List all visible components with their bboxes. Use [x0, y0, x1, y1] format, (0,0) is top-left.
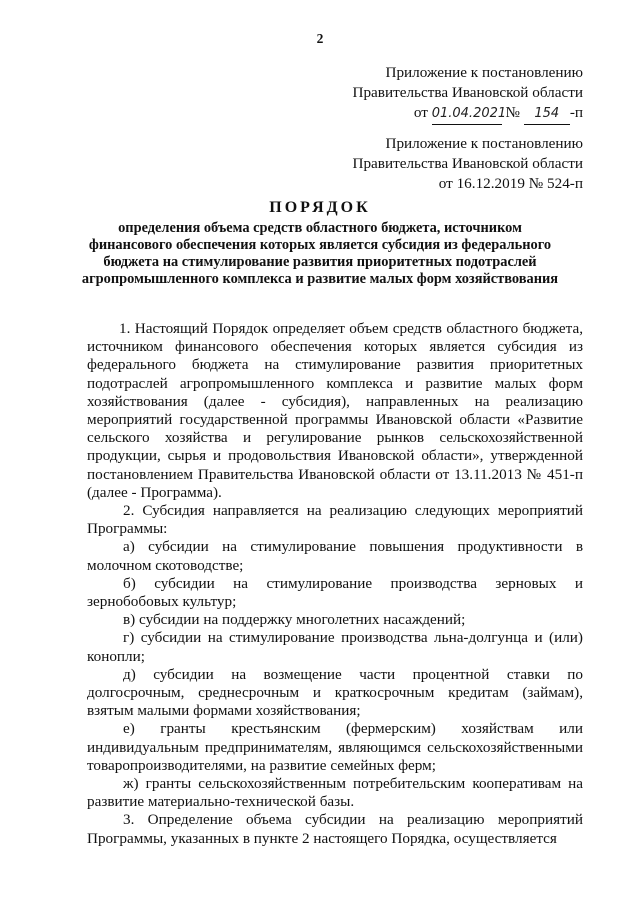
handwritten-date: 01.04.2021 — [432, 103, 502, 125]
attachment-date-line — [300, 103, 583, 125]
list-item-v: в) субсидии на поддержку многолетних насаждений; — [123, 611, 466, 629]
attachment-previous-header — [300, 134, 583, 194]
list-item-e: е) гранты крестьянским (фермерским) хозяйствам или индивидуальным предпринимателям, являющимся сельскохозяйственными товаропроизводителями, на развитие семейных ферм; — [87, 720, 583, 774]
list-item-d: д) субсидии на возмещение части процентной ставки по долгосрочным, среднесрочным и краткосрочным кредитам (займам), взятым малыми формами хозяйствования; — [87, 665, 583, 720]
attachment-prev-line-2: Правительства Ивановской области — [352, 155, 583, 172]
document-body — [87, 320, 583, 848]
date-prefix: от — [413, 104, 428, 121]
paragraph-2: 2. Субсидия направляется на реализацию следующих мероприятий Программы: — [87, 502, 583, 538]
handwritten-number: 154 — [524, 103, 570, 125]
list-item-zh: ж) гранты сельскохозяйственным потребительским кооперативам на развитие материально-технической базы. — [87, 775, 583, 811]
attachment-prev-line-1: Приложение к постановлению — [385, 135, 583, 152]
list-item-a: а) субсидии на стимулирование повышения продуктивности в молочном скотоводстве; — [87, 538, 583, 574]
document-subtitle: определения объема средств областного бюджета, источником финансового обеспечения которых является субсидия из федерального бюджета на стимулирование развития приоритетных подотраслей агропромышленного комплекса и развитие малых форм хозяйствования — [81, 220, 559, 287]
list-item-g: г) субсидии на стимулирование производства льна-долгунца и (или) конопли; — [87, 629, 583, 665]
page-number: 2 — [316, 31, 324, 46]
paragraph-3: 3. Определение объема субсидии на реализацию мероприятий Программы, указанных в пункте 2 настоящего Порядка, осуществляется — [87, 811, 583, 847]
attachment-line-1: Приложение к постановлению — [385, 64, 583, 81]
list-item-b: б) субсидии на стимулирование производства зерновых и зернобобовых культур; — [87, 574, 583, 611]
paragraph-1: 1. Настоящий Порядок определяет объем средств областного бюджета, источником финансового обеспечения которых является субсидия из федерального бюджета на стимулирование развития приоритетных подотраслей агропромышленного комплекса и развитие малых форм хозяйствования (далее - субсидия), направленных на реализацию мероприятий государственной программы Ивановской области «Развитие сельского хозяйства и регулирование рынков сельскохозяйственной продукции, сырья и продовольствия Ивановской области», утвержденной постановлением Правительства Ивановской области от 13.11.2013 № 451-п (далее - Программа). — [87, 320, 583, 501]
attachment-prev-line-3: от 16.12.2019 № 524-п — [438, 175, 583, 192]
document-title: ПОРЯДОК — [269, 199, 371, 216]
number-sign: № — [505, 104, 521, 121]
attachment-current-header — [300, 63, 583, 125]
attachment-line-2: Правительства Ивановской области — [352, 84, 583, 101]
number-suffix: -п — [569, 104, 583, 121]
